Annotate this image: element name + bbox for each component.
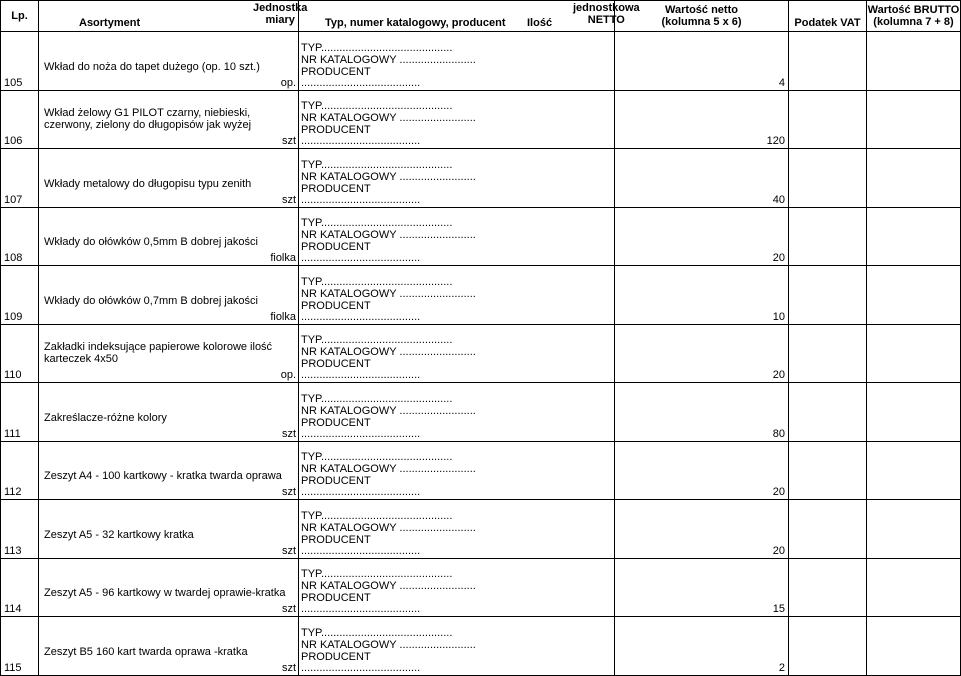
row-dots: ....................................... [301,310,421,323]
row-net-value [789,500,867,559]
row-typ-label: TYP........................................... [301,626,453,639]
row-vat [867,266,961,325]
row-name-cell [39,558,299,617]
header-net-unit-line2: NETTO [587,14,625,26]
row-catalog-label: NR KATALOGOWY ......................... [301,580,476,592]
row-catalog-label: NR KATALOGOWY ......................... [301,229,476,241]
row-name: Zakładki indeksujące papierowe kolorowe ilość karteczek 4x50 [44,341,273,365]
row-qty: 20 [615,500,789,559]
row-net-value [789,324,867,383]
row-dots: ....................................... [301,76,421,89]
row-dots: ....................................... [301,661,421,674]
row-unit: op. [280,369,296,381]
header-net-value-line2: (kolumna 5 x 6) [661,16,742,28]
row-name-cell [39,383,299,442]
row-producer-label: PRODUCENT [301,299,371,312]
row-vat [867,500,961,559]
row-name: Zeszyt A4 - 100 kartkowy - kratka twarda oprawa [44,470,282,482]
row-lp: 108 [1,207,39,266]
row-producer-label: PRODUCENT [301,416,371,429]
row-qty: 20 [615,324,789,383]
row-net-value [789,266,867,325]
row-lp: 110 [1,324,39,383]
table-row [1,558,961,617]
row-lp: 113 [1,500,39,559]
row-dots: ....................................... [301,603,421,615]
header-assortment: Asortyment [79,17,141,29]
row-typ-label: TYP........................................... [301,509,453,522]
row-name: Zakreślacze-różne kolory [44,411,167,424]
header-typ-and-qty [299,1,640,32]
row-catalog-label: NR KATALOGOWY ......................... [301,521,476,534]
row-dots: ....................................... [301,544,421,557]
header-qty: Ilość [527,17,553,29]
row-lp: 107 [1,149,39,208]
header-gross-line2: (kolumna 7 + 8) [873,16,954,28]
row-name-cell [39,500,299,559]
header-typ: Typ, numer katalogowy, producent [325,17,506,29]
row-typ-label: TYP........................................... [301,275,453,288]
row-typ-cell [299,441,615,500]
row-vat [867,383,961,442]
row-lp: 111 [1,383,39,442]
row-net-value [789,149,867,208]
row-unit: szt [281,486,296,498]
row-typ-cell [299,266,615,325]
row-vat [867,617,961,676]
row-producer-label: PRODUCENT [301,241,371,253]
row-producer-label: PRODUCENT [301,533,371,546]
row-unit: szt [281,661,296,674]
row-name: Wkłady do ołówków 0,5mm B dobrej jakości [44,236,258,248]
row-producer-label: PRODUCENT [301,650,371,663]
header-gross-line1: Wartość BRUTTO [867,4,960,16]
row-unit: fiolka [270,310,296,323]
table-row [1,32,961,91]
row-net-value [789,383,867,442]
row-producer-label: PRODUCENT [301,65,371,78]
row-unit: szt [281,544,296,557]
table-row [1,617,961,676]
table-row [1,441,961,500]
row-typ-label: TYP........................................... [301,568,453,580]
header-unit-line2: miary [265,14,295,26]
row-catalog-label: NR KATALOGOWY ......................... [301,404,476,417]
row-unit: fiolka [270,252,296,264]
row-unit: szt [281,427,296,440]
header-assortment-and-unit [39,1,308,32]
header-gross [867,1,961,32]
row-catalog-label: NR KATALOGOWY ......................... [301,287,476,300]
row-vat [867,324,961,383]
table-row [1,207,961,266]
row-name: Zeszyt A5 - 32 kartkowy kratka [44,528,194,541]
row-typ-label: TYP........................................... [301,100,453,112]
row-typ-label: TYP........................................... [301,334,453,346]
row-typ-label: TYP........................................... [301,451,453,463]
table-row [1,90,961,149]
row-name-cell [39,441,299,500]
header-net-unit [573,2,640,26]
row-catalog-label: NR KATALOGOWY ......................... [301,112,476,124]
row-qty: 10 [615,266,789,325]
row-unit: szt [281,603,296,615]
row-vat [867,90,961,149]
row-catalog-label: NR KATALOGOWY ......................... [301,170,476,183]
header-vat: Podatek VAT [789,1,867,32]
row-typ-cell [299,383,615,442]
row-name: Wkłady do ołówków 0,7mm B dobrej jakości [44,294,258,307]
row-name: Wkład żelowy G1 PILOT czarny, niebieski, czerwony, zielony do długopisów jak wyżej [44,107,252,131]
row-typ-label: TYP........................................... [301,392,453,405]
row-dots: ....................................... [301,135,421,147]
row-vat [867,207,961,266]
row-unit: szt [281,135,296,147]
row-typ-cell [299,500,615,559]
row-lp: 112 [1,441,39,500]
row-name-cell [39,32,299,91]
row-dots: ....................................... [301,193,421,206]
header-net-unit-line1: jednostkowa [573,2,640,14]
row-name-cell [39,149,299,208]
row-typ-cell [299,32,615,91]
row-producer-label: PRODUCENT [301,124,371,136]
row-typ-label: TYP........................................... [301,158,453,171]
row-net-value [789,558,867,617]
table-row [1,500,961,559]
row-typ-cell [299,149,615,208]
row-net-value [789,207,867,266]
row-dots: ....................................... [301,486,421,498]
header-net-value [615,1,789,32]
row-catalog-label: NR KATALOGOWY ......................... [301,346,476,358]
row-net-value [789,617,867,676]
row-name-cell [39,266,299,325]
header-unit-line1: Jednostka [253,2,308,14]
row-lp: 114 [1,558,39,617]
row-lp: 105 [1,32,39,91]
row-name-cell [39,617,299,676]
row-qty: 4 [615,32,789,91]
row-name: Zeszyt B5 160 kart twarda oprawa -kratka [44,645,248,658]
row-name-cell [39,324,299,383]
row-qty: 80 [615,383,789,442]
row-typ-label: TYP........................................... [301,41,453,54]
row-lp: 109 [1,266,39,325]
row-vat [867,441,961,500]
row-lp: 106 [1,90,39,149]
row-net-value [789,90,867,149]
table-row [1,324,961,383]
row-qty: 120 [615,90,789,149]
row-dots: ....................................... [301,427,421,440]
row-unit: op. [280,76,296,89]
row-catalog-label: NR KATALOGOWY ......................... [301,53,476,66]
row-dots: ....................................... [301,252,421,264]
header-lp: Lp. [1,1,39,32]
row-qty: 2 [615,617,789,676]
row-vat [867,32,961,91]
row-name-cell [39,90,299,149]
row-typ-cell [299,617,615,676]
table-row [1,266,961,325]
row-dots: ....................................... [301,369,421,381]
row-typ-cell [299,324,615,383]
row-vat [867,558,961,617]
row-producer-label: PRODUCENT [301,358,371,370]
row-catalog-label: NR KATALOGOWY ......................... [301,638,476,651]
row-typ-cell [299,207,615,266]
row-typ-cell [299,90,615,149]
row-net-value [789,32,867,91]
row-typ-label: TYP........................................... [301,217,453,229]
table-body [1,32,961,676]
row-net-value [789,441,867,500]
table-row [1,149,961,208]
row-typ-cell [299,558,615,617]
row-lp: 115 [1,617,39,676]
row-qty: 20 [615,207,789,266]
row-vat [867,149,961,208]
row-name: Zeszyt A5 - 96 kartkowy w twardej oprawie-kratka [44,587,286,599]
row-name-cell [39,207,299,266]
row-producer-label: PRODUCENT [301,475,371,487]
row-producer-label: PRODUCENT [301,182,371,195]
row-qty: 40 [615,149,789,208]
table-row [1,383,961,442]
row-name: Wkłady metalowy do długopisu typu zenith [44,177,252,190]
row-name: Wkład do noża do tapet dużego (op. 10 szt.) [44,60,260,73]
row-qty: 20 [615,441,789,500]
row-producer-label: PRODUCENT [301,592,371,604]
header-net-value-line1: Wartość netto [665,4,738,16]
row-catalog-label: NR KATALOGOWY ......................... [301,463,476,475]
row-unit: szt [281,193,296,206]
row-qty: 15 [615,558,789,617]
table-header [1,1,961,32]
